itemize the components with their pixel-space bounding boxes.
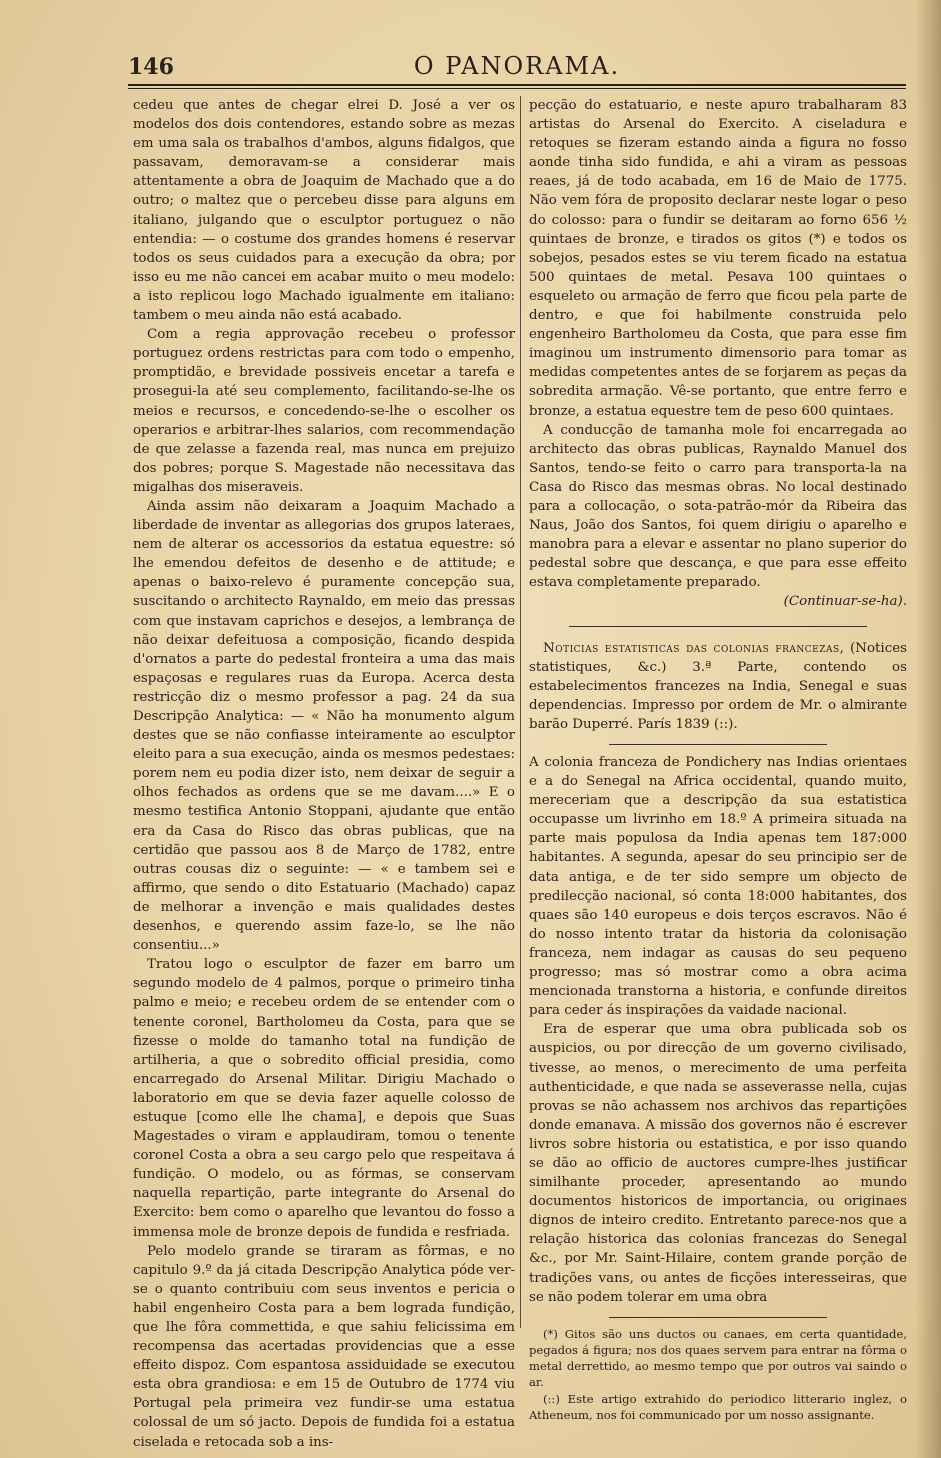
header-rule-thin	[128, 88, 906, 89]
paragraph: Com a regia approvação recebeu o professor portuguez ordens restrictas para com todo o empenho, promptidão, e brevidade possiveis encetar a tarefa e prosegui-la até seu complemento, facilitando-se-lhe os meios e recursos, e concedendo-se-lhe o escolher os operarios e arbitrar-lhes salarios, com recommendação de que zelasse a fazenda real, mas nunca em prejuizo dos pobres; porque S. Magestade não necessitava das migalhas dos miseraveis.	[133, 327, 515, 495]
page-number: 146	[128, 54, 174, 80]
footnote-divider	[609, 1317, 827, 1318]
notice-heading	[529, 639, 907, 734]
right-column	[529, 96, 908, 1422]
page-header	[128, 52, 906, 82]
paragraph: Era de esperar que uma obra publicada sob os auspicios, ou por direcção de um governo civilisado, tivesse, ao menos, o merecimento de uma perfeita authenticidade, e que nada se asseverasse nella, cujas provas se não achassem nos archivos das repartições donde emanava. A missão dos governos não é escrever livros sobre historia ou estatistica, e por isso quando se dão ao officio de auctores cumpre-lhes justificar similhante proceder, apresentando ao mundo documentos historicos de importancia, ou originaes dignos de inteiro credito. Entretanto parece-nos que a relação historica das colonias francezas do Senegal &c., por Mr. Saint-Hilaire, contem grande porção de tradições vans, ou antes de ficções interesseiras, que se não podem tolerar em uma obra	[529, 1022, 907, 1305]
paragraph: Ainda assim não deixaram a Joaquim Machado a liberdade de inventar as allegorias dos grupos lateraes, nem de alterar os accessorios da estatua equestre: só lhe emendou defeitos de desenho e de attitude; e apenas o baixo-relevo é puramente concepção sua, suscitando o architecto Raynaldo, em meio das pressas com que instavam caprichos e desejos, a lembrança de não deixar defeituosa a composição, ficando despida d'ornatos a parte do pedestal fronteira a uma das mais espaçosas e regulares ruas da Europa. Acerca desta restricção diz o mesmo professor a pag. 24 da sua Descripção Analytica: — « Não ha monumento algum destes que se não confiasse inteiramente ao esculptor eleito para a sua execução, ainda os mesmos pedestaes: porem nem eu podia dizer isto, nem deixar de seguir a olhos fechados as ordens que se me davam....» E o mesmo testifica Antonio Stoppani, ajudante que então era da Casa do Risco das obras publicas, que na certidão que passou aos 8 de Março de 1782, entre outras cousas diz o seguinte: — « e tambem sei e affirmo, que sendo o dito Estatuario (Machado) capaz de melhorar a invenção e mais qualidades destes desenhos, e querendo assim faze-lo, se lhe não consentiu...»	[133, 498, 515, 954]
notice-subtitle: (Notices statistiques, &c.) 3.ª Parte, contendo os estabelecimentos francezes na India, Senegal e suas dependencias. Impresso por ordem de Mr. o almirante barão Duperré. París 1839 (::).	[529, 640, 908, 732]
column-divider	[520, 96, 521, 1328]
paragraph: cedeu que antes de chegar elrei D. José a ver os modelos dos dois contendores, estando sobre as mezas em uma sala os trabalhos d'ambos, alguns fidalgos, que passavam, demoravam-se a considerar mais attentamente a obra de Joaquim de Machado que a do outro; o maltez que o percebeu disse para alguns em italiano, julgando que o esculptor portuguez o não entendia: — o costume dos grandes homens é reservar todos os seus cuidados para a execução da obra; por isso eu me não cancei em acabar muito o meu modelo: a isto replicou logo Machado igualmente em italiano: tambem o meu ainda não está acabado.	[133, 98, 515, 324]
continuation-note: (Continuar-se-ha).	[783, 594, 907, 610]
paragraph: Tratou logo o esculptor de fazer em barro um segundo modelo de 4 palmos, porque o primeiro tinha palmo e meio; e recebeu ordem de se entender com o tenente coronel, Bartholomeu da Costa, para que se fizesse o molde do tamanho total na fundição de artilheria, a que o sobredito official presidia, como encarregado do Arsenal Militar. Dirigiu Machado o laboratorio em que se devia fazer aquelle colosso de estuque [como elle lhe chama], e depois que Suas Magestades o viram e applaudiram, tomou o tenente coronel Costa a obra a seu cargo pelo que respeitava á fundição. O modelo, ou as fórmas, se conservam naquella repartição, parte integrante do Arsenal do Exercito: bem como o aparelho que levantou do fosso a immensa mole de bronze depois de fundida e resfriada.	[133, 957, 515, 1240]
footnote: (*) Gitos são uns ductos ou canaes, em certa quantidade, pegados á figura; nos dos quaes servem para entrar na fôrma o metal derrettido, ao mesmo tempo que por outros vai saindo o ar.	[529, 1326, 907, 1390]
section-divider	[569, 626, 867, 627]
left-column	[133, 96, 515, 1450]
paragraph: pecção do estatuario, e neste apuro trabalharam 83 artistas do Arsenal do Exercito. A ciseladura e retoques se fizeram estando ainda a figura no fosso aonde tinha sido fundida, e ahi a viram as pessoas reaes, já de todo acabada, em 16 de Maio de 1775. Não vem fóra de proposito declarar neste logar o peso do colosso: para o fundir se deitaram ao forno 656 ½ quintaes de bronze, e tirados os gitos (*) e todos os sobejos, pesados estes se viu terem ficado na estatua 500 quintaes de metal. Pesava 100 quintaes o esqueleto ou armação de ferro que ficou pela parte de dentro, e que foi habilmente construida pelo engenheiro Bartholomeu da Costa, que para esse fim imaginou um instrumento dimensorio para tomar as medidas competentes antes de se forjarem as peças da sobredita armação. Vê-se portanto, que entre ferro e bronze, a estatua equestre tem de peso 600 quintaes.	[529, 98, 907, 419]
footnote: (::) Este artigo extrahido do periodico litterario inglez, o Atheneum, nos foi communicado por um nosso assignante.	[529, 1391, 907, 1422]
footnotes	[529, 1326, 907, 1423]
paragraph: A conducção de tamanha mole foi encarregada ao architecto das obras publicas, Raynaldo Manuel dos Santos, tendo-se feito o carro para transporta-la na Casa do Risco das mesmas obras. No local destinado para a collocação, o sota-patrão-mór da Ribeira das Naus, João dos Santos, foi quem dirigiu o aparelho e manobra para a elevar e assentar no plano superior do pedestal sobre que descança, e que para esse effeito estava completamente preparado.	[529, 422, 907, 591]
running-title: O PANORAMA.	[413, 52, 621, 80]
section-divider-short	[609, 744, 827, 745]
header-rule	[128, 84, 906, 86]
page-edge-shadow	[915, 0, 941, 1458]
paragraph: A colonia franceza de Pondichery nas Indias orientaes e a do Senegal na Africa occidental, quando muito, mereceriam que a descripção da sua estatistica occupasse um livrinho em 18.º A primeira situada na parte mais populosa da India apenas tem 187:000 habitantes. A segunda, apesar do seu principio ser de data antiga, e de ter sido sempre um objecto de predilecção nacional, só conta 18:000 habitantes, dos quaes são 140 europeus e dois terços escravos. Não é do nosso intento tratar da historia da colonisação franceza, nem indagar as causas do seu pequeno progresso; mas só mostrar como a obra acima mencionada transtorna a historia, e confunde direitos para ceder ás inspirações da vaidade nacional.	[529, 755, 907, 1019]
notice-title: Noticias estatisticas das colonias francezas,	[543, 640, 845, 656]
paragraph: Pelo modelo grande se tiraram as fôrmas, e no capitulo 9.º da já citada Descripção Analytica póde ver-se o quanto contribuiu com seus inventos e pericia o habil engenheiro Costa para a bem lograda fundição, que lhe fôra commettida, e que sahiu felicissima em recompensa das acertadas providencias que a esse effeito dispoz. Com espantosa assiduidade se executou esta obra grandiosa: e em 15 de Outubro de 1774 viu Portugal pela primeira vez fundir-se uma estatua colossal de um só jacto. Depois de fundida foi a estatua ciselada e retocada sob a ins-	[133, 1243, 515, 1450]
